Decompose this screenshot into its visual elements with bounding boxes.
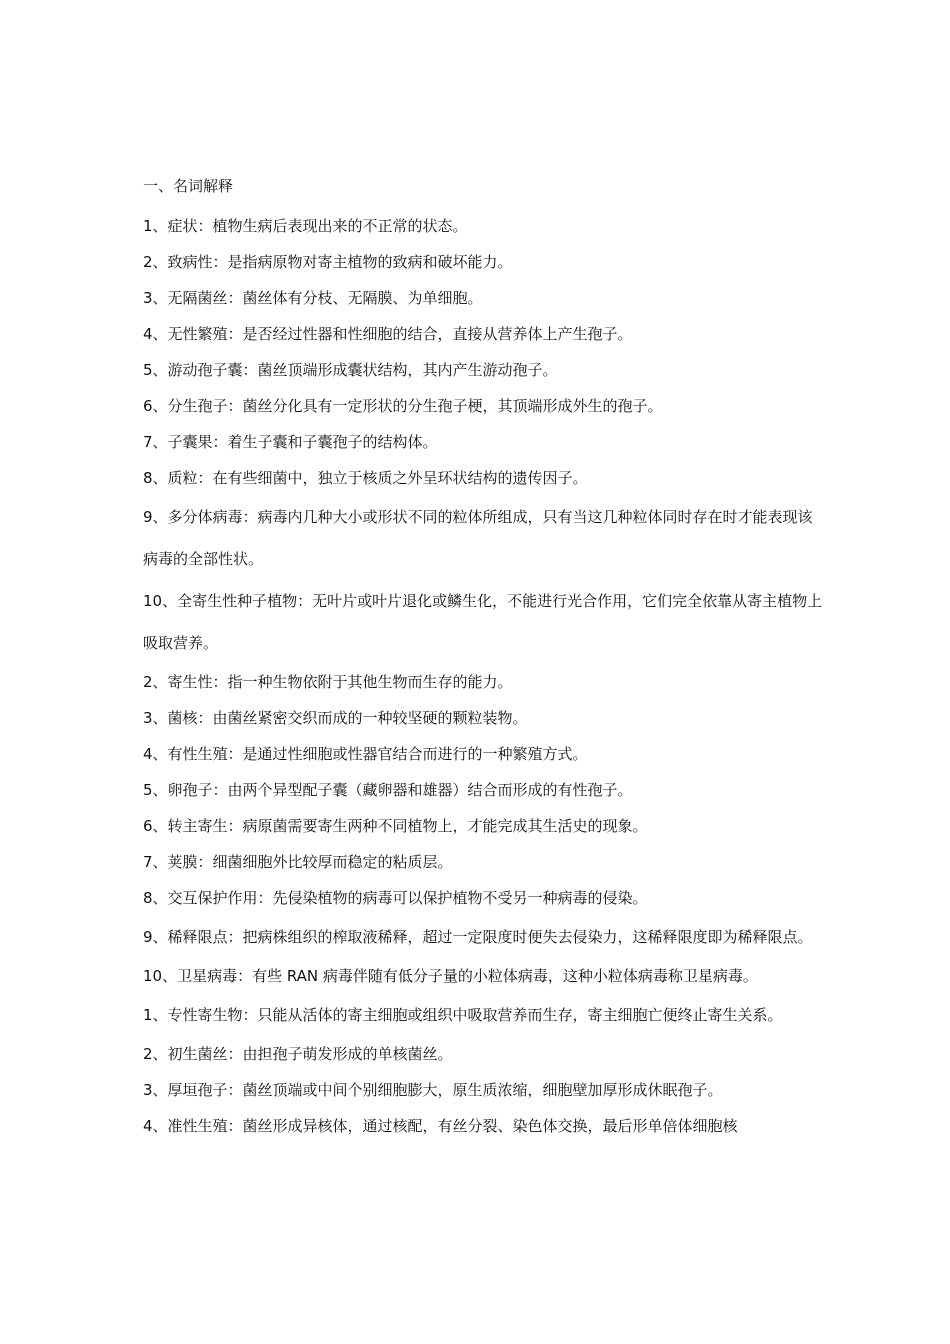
term-entry: 2、初生菌丝：由担孢子萌发形成的单核菌丝。 — [143, 1045, 453, 1063]
term-entry: 2、致病性：是指病原物对寄主植物的致病和破坏能力。 — [143, 253, 513, 271]
term-entry: 10、卫星病毒：有些 RAN 病毒伴随有低分子量的小粒体病毒，这种小粒体病毒称卫星病毒。 — [143, 967, 758, 985]
term-entry: 4、有性生殖：是通过性细胞或性器官结合而进行的一种繁殖方式。 — [143, 745, 588, 763]
term-entry: 4、无性繁殖：是否经过性器和性细胞的结合，直接从营养体上产生孢子。 — [143, 325, 633, 343]
term-entry: 1、症状：植物生病后表现出来的不正常的状态。 — [143, 217, 468, 235]
term-entry: 8、交互保护作用：先侵染植物的病毒可以保护植物不受另一种病毒的侵染。 — [143, 889, 648, 907]
term-entry: 9、稀释限点：把病株组织的榨取液稀释，超过一定限度时便失去侵染力，这稀释限度即为稀释限点。 — [143, 928, 813, 946]
term-entry: 6、转主寄生：病原菌需要寄生两种不同植物上，才能完成其生活史的现象。 — [143, 817, 648, 835]
document-content — [143, 172, 823, 1144]
term-entry: 4、准性生殖：菌丝形成异核体，通过核配，有丝分裂、染色体交换，最后形单倍体细胞核 — [143, 1117, 738, 1135]
term-entry: 5、游动孢子囊：菌丝顶端形成囊状结构，其内产生游动孢子。 — [143, 361, 558, 379]
term-entry: 7、子囊果：着生子囊和子囊孢子的结构体。 — [143, 433, 438, 451]
term-entry: 10、全寄生性种子植物：无叶片或叶片退化或鳞生化，不能进行光合作用，它们完全依靠从寄主植物上吸取营养。 — [143, 592, 823, 652]
term-entry: 3、无隔菌丝：菌丝体有分枝、无隔膜、为单细胞。 — [143, 289, 483, 307]
term-entry: 1、专性寄生物：只能从活体的寄主细胞或组织中吸取营养而生存，寄主细胞亡便终止寄生关系。 — [143, 1006, 783, 1024]
term-entry: 3、厚垣孢子：菌丝顶端或中间个别细胞膨大，原生质浓缩，细胞壁加厚形成休眠孢子。 — [143, 1081, 723, 1099]
term-entry: 7、荚膜：细菌细胞外比较厚而稳定的粘质层。 — [143, 853, 453, 871]
term-entry: 9、多分体病毒：病毒内几种大小或形状不同的粒体所组成，只有当这几种粒体同时存在时才能表现该病毒的全部性状。 — [143, 508, 813, 568]
term-entry: 8、质粒：在有些细菌中，独立于核质之外呈环状结构的遗传因子。 — [143, 469, 588, 487]
term-entry: 3、菌核：由菌丝紧密交织而成的一种较坚硬的颗粒装物。 — [143, 709, 528, 727]
term-entry: 2、寄生性：指一种生物依附于其他生物而生存的能力。 — [143, 673, 513, 691]
term-entry: 5、卵孢子：由两个异型配子囊（藏卵器和雄器）结合而形成的有性孢子。 — [143, 781, 633, 799]
term-entry: 6、分生孢子：菌丝分化具有一定形状的分生孢子梗，其顶端形成外生的孢子。 — [143, 397, 663, 415]
section-title: 一、名词解释 — [143, 177, 234, 195]
